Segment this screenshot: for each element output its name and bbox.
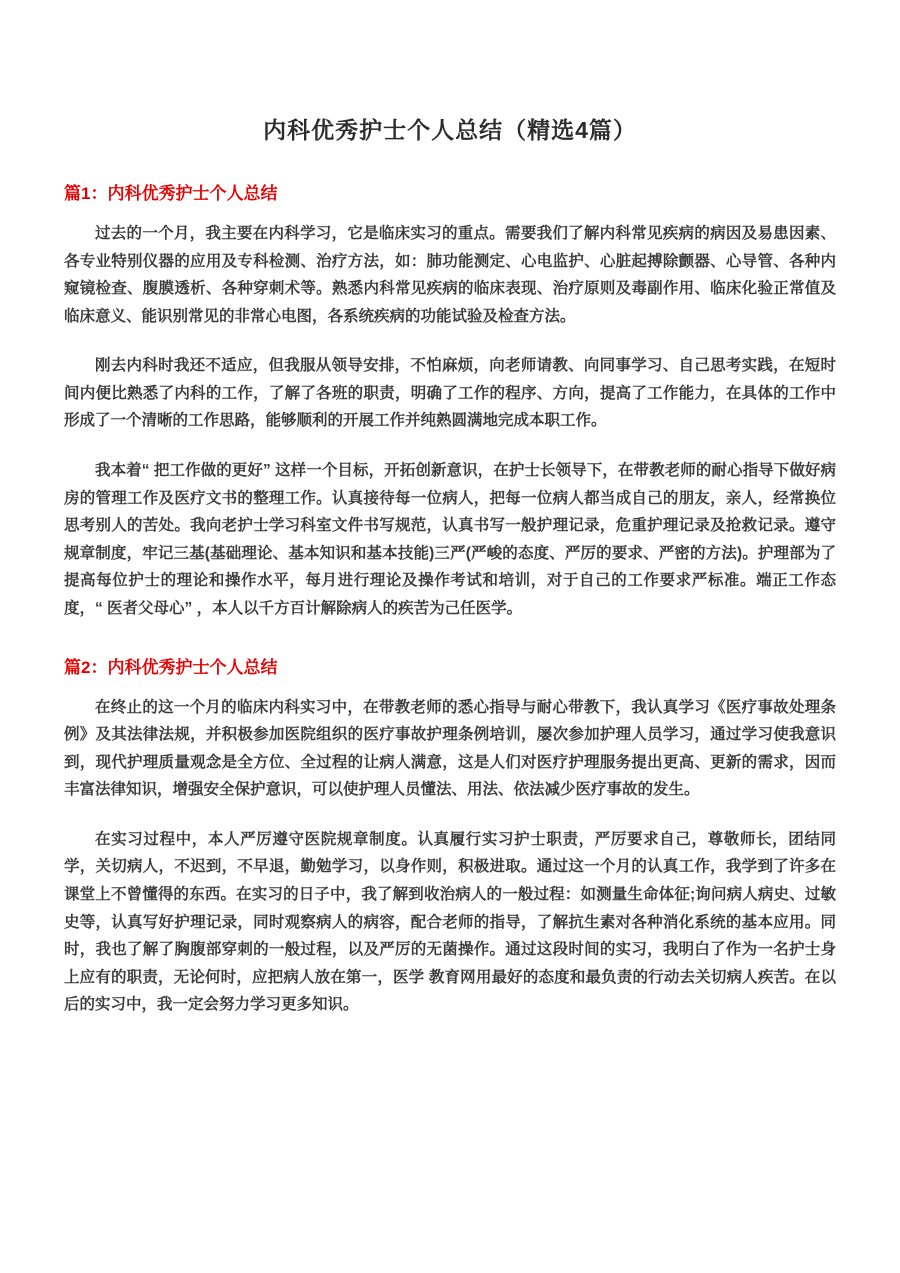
- section-1-paragraph: 刚去内科时我还不适应，但我服从领导安排，不怕麻烦，向老师请教、向同事学习、自己思考实践，在短时间内便比熟悉了内科的工作，了解了各班的职责，明确了工作的程序、方向，提高了工作能力，在具体的工作中形成了一个清晰的工作思路，能够顺利的开展工作并纯熟圆满地完成本职工作。: [64, 357, 836, 430]
- section-1: [64, 179, 836, 623]
- section-1-heading: 篇1：内科优秀护士个人总结: [64, 184, 278, 203]
- section-2: [64, 653, 836, 1019]
- section-2-heading: 篇2：内科优秀护士个人总结: [64, 657, 278, 677]
- section-2-paragraph: 在终止的这一个月的临床内科实习中，在带教老师的悉心指导与耐心带教下，我认真学习《医疗事故处理条例》及其法律法规，并积极参加医院组织的医疗事故护理条例培训，屡次参加护理人员学习，通过学习使我意识到，现代护理质量观念是全方位、全过程的让病人满意，这是人们对医疗护理服务提出更高、更新的需求，因而丰富法律知识，增强安全保护意识，可以使护理人员懂法、用法、依法减少医疗事故的发生。: [64, 698, 836, 799]
- page-title: 内科优秀护士个人总结（精选4篇）: [263, 117, 637, 143]
- section-1-paragraph: 过去的一个月，我主要在内科学习，它是临床实习的重点。需要我们了解内科常见疾病的病因及易患因素、各专业特别仪器的应用及专科检测、治疗方法，如：肺功能测定、心电监护、心脏起搏除颤器、心导管、各种内窥镜检查、腹膜透析、各种穿刺术等。熟悉内科常见疾病的临床表现、治疗原则及毒副作用、临床化验正常值及临床意义、能识别常见的非常心电图，各系统疾病的功能试验及检查方法。: [64, 225, 836, 325]
- section-1-paragraph: 我本着“ 把工作做的更好” 这样一个目标，开拓创新意识，在护士长领导下，在带教老师的耐心指导下做好病房的管理工作及医疗文书的整理工作。认真接待每一位病人，把每一位病人都当成自己的朋友，亲人，经常换位思考别人的苦处。我向老护士学习科室文件书写规范，认真书写一般护理记录，危重护理记录及抢救记录。遵守规章制度，牢记三基(基础理论、基本知识和基本技能)三严(严峻的态度、严厉的要求、严密的方法)。护理部为了提高每位护士的理论和操作水平，每月进行理论及操作考试和培训，对于自己的工作要求严标准。端正工作态度，“ 医者父母心” ，本人以千方百计解除病人的疾苦为己任医学。: [64, 462, 836, 617]
- section-2-paragraph: 在实习过程中，本人严厉遵守医院规章制度。认真履行实习护士职责，严厉要求自己，尊敬师长，团结同学，关切病人，不迟到，不早退，勤勉学习，以身作则，积极进取。通过这一个月的认真工作，我学到了许多在课堂上不曾懂得的东西。在实习的日子中，我了解到收治病人的一般过程：如测量生命体征;询问病人病史、过敏史等，认真写好护理记录，同时观察病人的病容，配合老师的指导，了解抗生素对各种消化系统的基本应用。同时，我也了解了胸腹部穿刺的一般过程，以及严厉的无菌操作。通过这段时间的实习，我明白了作为一名护士身上应有的职责，无论何时，应把病人放在第一，医学 教育网用最好的态度和最负责的行动去关切病人疾苦。在以后的实习中，我一定会努力学习更多知识。: [64, 830, 836, 1014]
